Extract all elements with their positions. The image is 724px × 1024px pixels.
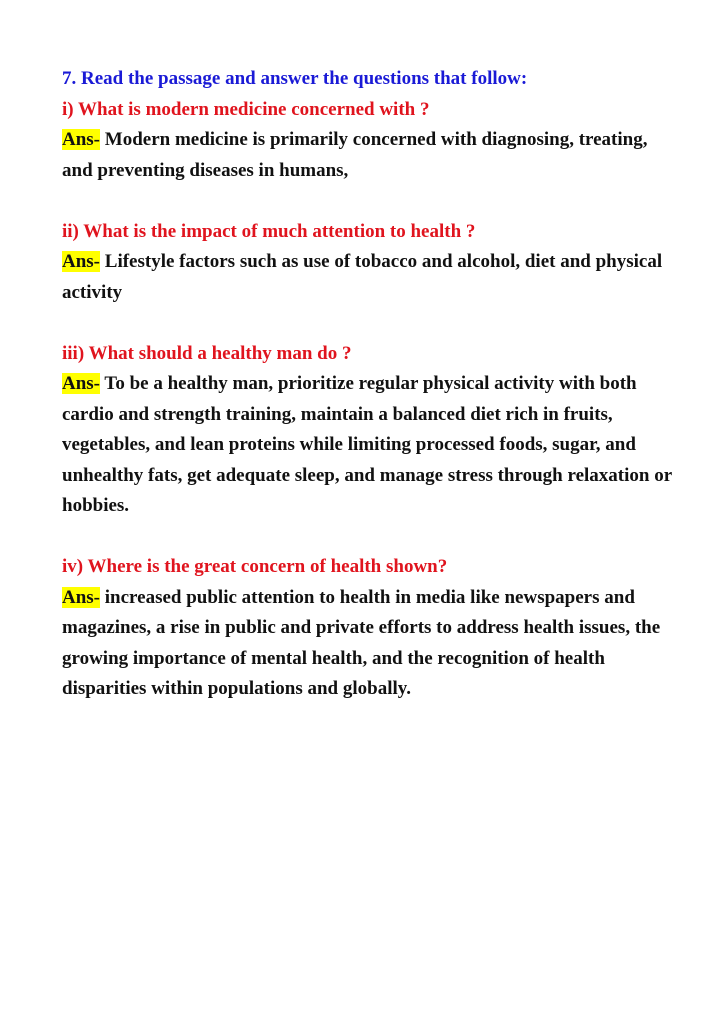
question-3: iii) What should a healthy man do ? bbox=[62, 342, 352, 364]
answer-2 bbox=[62, 247, 672, 308]
ans-label-highlight: Ans- bbox=[62, 586, 101, 608]
section-title: 7. Read the passage and answer the questions that follow: bbox=[62, 68, 528, 89]
answer-3 bbox=[62, 369, 672, 522]
ans-label-highlight: Ans- bbox=[62, 373, 101, 394]
ans-label-highlight: Ans- bbox=[62, 129, 101, 150]
answer-4 bbox=[62, 583, 672, 705]
question-2: ii) What is the impact of much attention to health ? bbox=[62, 220, 476, 242]
question-4: iv) Where is the great concern of health shown? bbox=[62, 556, 448, 577]
answer-1 bbox=[62, 125, 672, 186]
answer-text: Modern medicine is primarily concerned with diagnosing, treating, and preventing diseases in humans, bbox=[62, 129, 648, 181]
ans-label-highlight: Ans- bbox=[62, 251, 101, 272]
question-1: i) What is modern medicine concerned with ? bbox=[62, 98, 430, 120]
answer-text: To be a healthy man, prioritize regular physical activity with both cardio and strength training, maintain a balanced diet rich in fruits, vegetables, and lean proteins while limiting processed foods, sugar, and unhealthy fats, get adequate sleep, and manage stress through relaxation or hobbies. bbox=[62, 373, 672, 516]
answer-text: Lifestyle factors such as use of tobacco and alcohol, diet and physical activity bbox=[62, 251, 663, 303]
answer-text: increased public attention to health in media like newspapers and magazines, a rise in public and private efforts to address health issues, the growing importance of mental health, and the recognition of health disparities within populations and globally. bbox=[62, 586, 661, 699]
document-page bbox=[62, 64, 672, 735]
